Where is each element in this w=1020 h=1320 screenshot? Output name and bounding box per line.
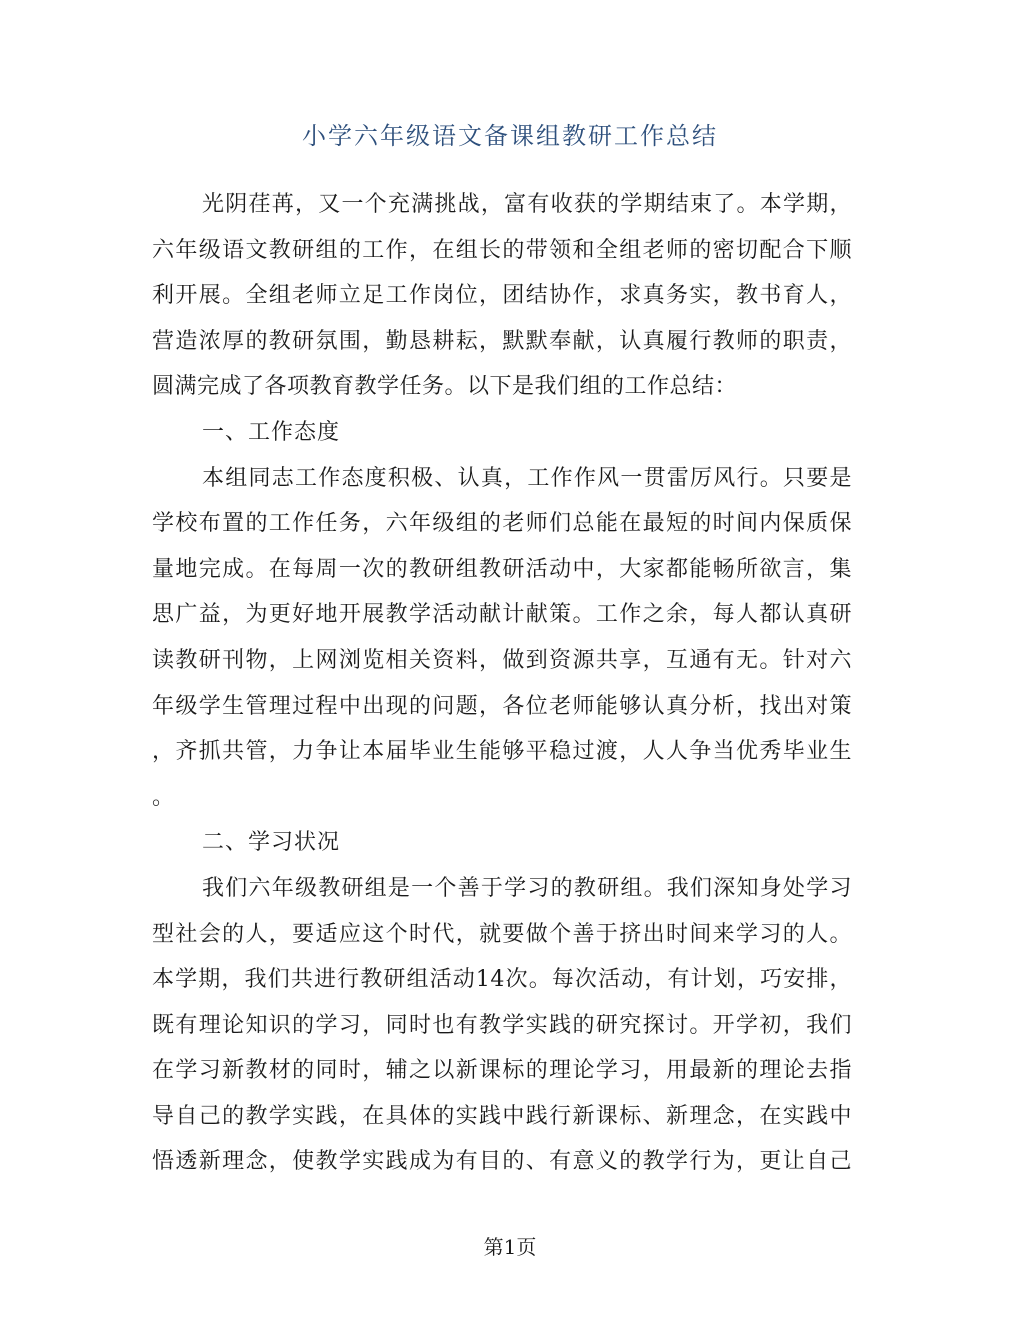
text-line: ，齐抓共管，力争让本届毕业生能够平稳过渡，人人争当优秀毕业生 [152,739,852,765]
text-line: 年级学生管理过程中出现的问题，各位老师能够认真分析，找出对策 [152,693,852,719]
text-line: 学校布置的工作任务，六年级组的老师们总能在最短的时间内保质保 [152,511,852,537]
page-number: 第1页 [483,1235,537,1259]
text-line: 本学期，我们共进行教研组活动14次。每次活动，有计划，巧安排， [152,967,852,993]
text-line: 。 [152,784,175,810]
text-line: 本组同志工作态度积极、认真，工作作风一贯雷厉风行。只要是 [202,465,852,491]
text-line: 六年级语文教研组的工作，在组长的带领和全组老师的密切配合下顺 [152,237,852,263]
text-line: 既有理论知识的学习，同时也有教学实践的研究探讨。开学初，我们 [152,1012,852,1038]
text-line: 导自己的教学实践，在具体的实践中践行新课标、新理念，在实践中 [152,1103,852,1129]
text-line: 利开展。全组老师立足工作岗位，团结协作，求真务实，教书育人， [152,283,852,309]
text-line: 悟透新理念，使教学实践成为有目的、有意义的教学行为，更让自己 [152,1149,852,1175]
text-line: 光阴荏苒，又一个充满挑战，富有收获的学期结束了。本学期， [202,192,852,217]
body-text [152,182,852,1185]
text-line: 在学习新教材的同时，辅之以新课标的理论学习，用最新的理论去指 [152,1058,852,1084]
section-heading: 一、工作态度 [202,419,341,445]
text-line: 思广益，为更好地开展教学活动献计献策。工作之余，每人都认真研 [152,602,852,628]
section-heading: 二、学习状况 [202,830,341,856]
text-line: 圆满完成了各项教育教学任务。以下是我们组的工作总结： [152,374,738,400]
text-line: 我们六年级教研组是一个善于学习的教研组。我们深知身处学习 [202,875,852,901]
text-line: 读教研刊物，上网浏览相关资料，做到资源共享，互通有无。针对六 [152,647,852,673]
text-line: 量地完成。在每周一次的教研组教研活动中，大家都能畅所欲言，集 [152,556,852,582]
text-line: 营造浓厚的教研氛围，勤恳耕耘，默默奉献，认真履行教师的职责， [152,328,852,354]
document-title: 小学六年级语文备课组教研工作总结 [302,122,718,150]
text-line: 型社会的人，要适应这个时代，就要做个善于挤出时间来学习的人。 [152,921,852,947]
